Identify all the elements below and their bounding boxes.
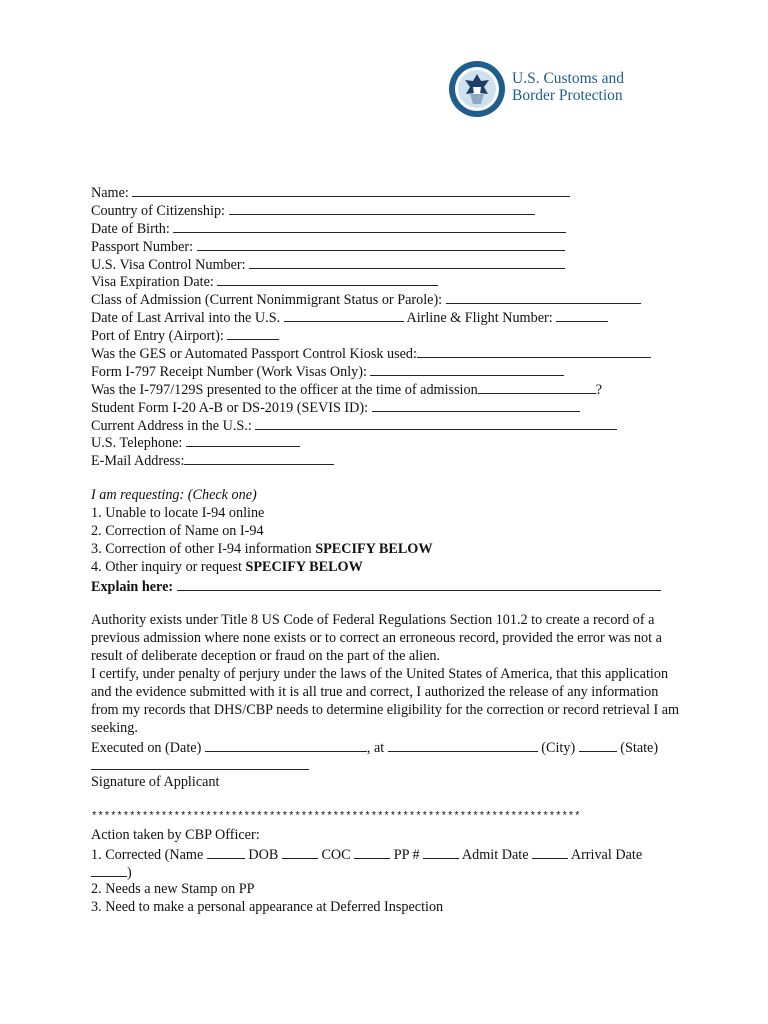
last-arrival-label: Date of Last Arrival into the U.S. bbox=[91, 310, 281, 327]
i797-label: Form I-797 Receipt Number (Work Visas Only): bbox=[91, 363, 367, 380]
agency-line-1: U.S. Customs and bbox=[512, 70, 624, 87]
ges-kiosk-row bbox=[91, 344, 691, 362]
visa-control-row bbox=[91, 255, 691, 273]
class-admission-label: Class of Admission (Current Nonimmigrant Status or Parole): bbox=[91, 292, 443, 309]
signature-line[interactable] bbox=[91, 756, 309, 770]
state-field[interactable] bbox=[579, 738, 617, 752]
corrected-admit-field[interactable] bbox=[532, 845, 568, 859]
passport-field[interactable] bbox=[197, 237, 565, 251]
agency-name bbox=[512, 71, 624, 104]
corrected-coc-label: COC bbox=[321, 847, 351, 864]
corrected-dob-label: DOB bbox=[248, 847, 279, 864]
airline-label: Airline & Flight Number: bbox=[406, 310, 553, 327]
option-4-specify: SPECIFY BELOW bbox=[245, 558, 363, 575]
country-label: Country of Citizenship: bbox=[91, 202, 225, 219]
corrected-pp-field[interactable] bbox=[423, 845, 459, 859]
port-entry-label: Port of Entry (Airport): bbox=[91, 328, 224, 345]
visa-exp-field[interactable] bbox=[217, 272, 438, 286]
i797-presented-field[interactable] bbox=[478, 380, 596, 394]
port-entry-field[interactable] bbox=[227, 326, 279, 340]
corrected-pp-label: PP # bbox=[393, 847, 420, 864]
authority-paragraph: Authority exists under Title 8 US Code of Federal Regulations Section 101.2 to create a record of a previous admission where none exists or to correct an erroneous record, provided the error was not a result of deliberate deception or fraud on the part of the alien. bbox=[91, 612, 662, 665]
appearance-option: 3. Need to make a personal appearance at Deferred Inspection bbox=[91, 898, 444, 915]
option-3-text: 3. Correction of other I-94 information bbox=[91, 540, 316, 557]
visa-control-field[interactable] bbox=[249, 255, 565, 269]
address-field[interactable] bbox=[255, 416, 617, 430]
telephone-field[interactable] bbox=[186, 433, 300, 447]
address-row bbox=[91, 416, 691, 434]
explain-field[interactable] bbox=[177, 577, 661, 591]
corrected-row bbox=[91, 845, 691, 863]
address-label: Current Address in the U.S.: bbox=[91, 417, 252, 434]
request-heading: I am requesting: (Check one) bbox=[91, 487, 257, 504]
last-arrival-row bbox=[91, 308, 691, 326]
last-arrival-field[interactable] bbox=[284, 308, 404, 322]
stamp-option: 2. Needs a new Stamp on PP bbox=[91, 880, 255, 897]
passport-row bbox=[91, 237, 691, 255]
city-field[interactable] bbox=[388, 738, 538, 752]
i797-presented-label: Was the I-797/129S presented to the officer at the time of admission bbox=[91, 381, 478, 398]
corrected-coc-field[interactable] bbox=[354, 845, 390, 859]
telephone-label: U.S. Telephone: bbox=[91, 435, 183, 452]
dob-label: Date of Birth: bbox=[91, 220, 170, 237]
signature-label: Signature of Applicant bbox=[91, 773, 220, 790]
class-admission-field[interactable] bbox=[446, 290, 641, 304]
city-label: (City) bbox=[541, 739, 576, 756]
class-admission-row bbox=[91, 290, 691, 308]
name-field[interactable] bbox=[132, 183, 570, 197]
port-entry-row bbox=[91, 326, 691, 344]
separator-stars: ***************************************************************************** bbox=[91, 811, 581, 824]
dob-row bbox=[91, 219, 691, 237]
telephone-row bbox=[91, 433, 691, 451]
i797-presented-row bbox=[91, 380, 691, 398]
i797-row bbox=[91, 362, 691, 380]
country-field[interactable] bbox=[229, 201, 535, 215]
student-label: Student Form I-20 A-B or DS-2019 (SEVIS ID): bbox=[91, 399, 369, 416]
email-row bbox=[91, 451, 691, 469]
executed-row bbox=[91, 738, 691, 756]
country-row bbox=[91, 201, 691, 219]
cbp-logo bbox=[448, 60, 648, 120]
name-row bbox=[91, 183, 691, 201]
visa-control-label: U.S. Visa Control Number: bbox=[91, 256, 246, 273]
visa-exp-label: Visa Expiration Date: bbox=[91, 274, 214, 291]
dob-field[interactable] bbox=[173, 219, 566, 233]
visa-exp-row bbox=[91, 272, 691, 290]
ges-kiosk-label: Was the GES or Automated Passport Control Kiosk used: bbox=[91, 346, 417, 363]
executed-label: Executed on (Date) bbox=[91, 739, 202, 756]
student-field[interactable] bbox=[372, 398, 580, 412]
corrected-arrival-label: Arrival Date bbox=[570, 847, 643, 864]
certification-paragraph: I certify, under penalty of perjury under the laws of the United States of America, that this application and the evidence submitted with it is all true and correct, I authorized the release of any information from my records that DHS/CBP needs to determine eligibility for the correction or record retrieval I am seeking. bbox=[91, 666, 680, 736]
explain-row bbox=[91, 577, 691, 595]
corrected-admit-label: Admit Date bbox=[461, 847, 529, 864]
request-option-4[interactable] bbox=[91, 559, 691, 577]
dhs-seal-icon bbox=[448, 60, 506, 118]
corrected-name-field[interactable] bbox=[207, 845, 245, 859]
corrected-label: 1. Corrected (Name bbox=[91, 847, 204, 864]
name-label: Name: bbox=[91, 185, 129, 201]
option-3-specify: SPECIFY BELOW bbox=[315, 540, 433, 557]
ges-kiosk-field[interactable] bbox=[417, 344, 651, 358]
agency-line-2: Border Protection bbox=[512, 86, 623, 104]
i797-field[interactable] bbox=[370, 362, 564, 376]
state-label: (State) bbox=[620, 739, 659, 756]
email-field[interactable] bbox=[184, 451, 334, 465]
i94-request-form bbox=[91, 183, 691, 917]
officer-action-heading: Action taken by CBP Officer: bbox=[91, 827, 260, 844]
student-row bbox=[91, 398, 691, 416]
request-option-1[interactable]: 1. Unable to locate I-94 online bbox=[91, 505, 265, 522]
passport-label: Passport Number: bbox=[91, 238, 194, 255]
at-label: , at bbox=[366, 739, 385, 756]
corrected-row-continued bbox=[91, 863, 691, 881]
executed-date-field[interactable] bbox=[205, 738, 367, 752]
request-option-3[interactable] bbox=[91, 541, 691, 559]
i797-question-mark: ? bbox=[595, 381, 602, 398]
corrected-dob-field[interactable] bbox=[282, 845, 318, 859]
request-option-2[interactable]: 2. Correction of Name on I-94 bbox=[91, 522, 264, 539]
option-4-text: 4. Other inquiry or request bbox=[91, 558, 246, 575]
email-label: E-Mail Address: bbox=[91, 453, 185, 470]
corrected-arrival-field[interactable] bbox=[91, 863, 127, 877]
explain-label: Explain here: bbox=[91, 578, 174, 595]
corrected-close-paren: ) bbox=[127, 865, 132, 882]
airline-field[interactable] bbox=[556, 308, 608, 322]
